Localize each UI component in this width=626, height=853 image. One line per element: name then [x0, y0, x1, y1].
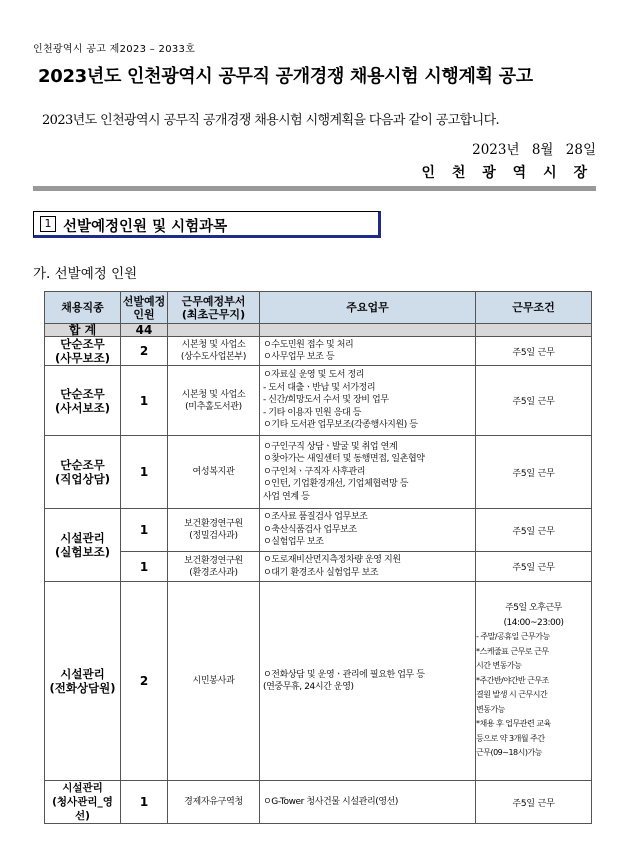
job-type-line1: 단순조무: [60, 337, 105, 351]
job-type: [45, 366, 121, 436]
duty-item: - 기타 이용자 민원 응대 등: [263, 407, 362, 418]
notice-date: [464, 138, 596, 158]
condition-item: - 주말/공휴일 근무가능: [476, 632, 550, 642]
condition-item: 변동가능: [476, 704, 505, 714]
hire-count: 1: [121, 781, 168, 824]
header-dept: [168, 292, 260, 324]
header-condition: 근무조건: [476, 292, 592, 324]
job-type-line2: (실험보조): [55, 545, 110, 559]
date-year: 2023년: [472, 142, 520, 158]
duty-item: ㅇ자료실 운영 및 도서 정리: [263, 370, 365, 381]
duties: [260, 582, 476, 781]
header-count: [121, 292, 168, 324]
duty-item: ㅇ도로재비산먼지측정차량 운영 지원: [263, 555, 401, 565]
duty-item: - 도서 대출ㆍ반납 및 서가정리: [263, 382, 376, 393]
subsection-heading: 가. 선발예정 인원: [33, 266, 138, 282]
recruitment-table: [44, 291, 592, 824]
duty-item: ㅇ구인구직 상담ㆍ발굴 및 취업 연계: [263, 441, 398, 452]
department: 시민봉사과: [168, 582, 260, 781]
duty-item: ㅇ전화상담 및 운영ㆍ관리에 필요한 업무 등: [263, 669, 425, 680]
department: [168, 509, 260, 552]
date-day: 28일: [565, 142, 596, 158]
job-type: [45, 436, 121, 509]
dept-line2: (미추홀도서관): [185, 401, 242, 412]
signer: 인 천 광 역 시 장: [421, 165, 593, 181]
intro-text: 2023년도 인천광역시 공무직 공개경쟁 채용시험 시행계획을 다음과 같이 공고합니다.: [42, 113, 500, 128]
divider: [33, 186, 596, 191]
dept-line1: 보건환경연구원: [184, 555, 243, 566]
duty-item: ㅇ기타 도서관 업무보조(각종행사지원) 등: [263, 420, 418, 431]
duty-item: - 신간/희망도서 수서 및 장비 업무: [263, 395, 389, 406]
section-heading: [33, 211, 381, 238]
table-row: [45, 552, 592, 582]
dept-line1: 시본청 및 사업소: [181, 340, 246, 350]
dept-line1: 시본청 및 사업소: [181, 389, 246, 400]
condition-item: *채용 후 업무관련 교육: [476, 719, 551, 729]
duty-item: 사업 연계 등: [263, 491, 310, 502]
job-type-line2: (사서보조): [55, 400, 110, 415]
department: [168, 552, 260, 582]
duty-item: ㅇ찾아가는 새일센터 및 동행면접, 일촌협약: [263, 454, 425, 465]
page-title: 2023년도 인천광역시 공무직 공개경쟁 채용시험 시행계획 공고: [38, 66, 533, 87]
work-condition: 주5일 근무: [476, 781, 592, 824]
hire-count: 1: [121, 366, 168, 436]
duties: [260, 509, 476, 552]
condition-item: 결원 발생 시 근무시간: [476, 690, 548, 700]
job-type-line2: (청사관리_영선): [52, 796, 113, 822]
table-row: [45, 509, 592, 552]
job-type-line2: (사무보조): [55, 351, 110, 365]
job-type: [45, 781, 121, 824]
job-type-line2: (전화상담원): [49, 681, 116, 695]
table-row: [45, 582, 592, 781]
duties: [260, 366, 476, 436]
duty-item: ㅇ수도민원 접수 및 처리: [263, 339, 354, 350]
condition-item: (14:00~23:00): [503, 617, 564, 628]
condition-item: 주5일 오후근무: [505, 603, 562, 614]
duty-item: ㅇ실험업무 보조: [263, 537, 324, 548]
duty-item: ㅇ조사료 품질검사 업무보조: [263, 512, 368, 523]
header-count-line2: 인원: [133, 307, 155, 321]
job-type: [45, 582, 121, 781]
work-condition: [476, 582, 592, 781]
section-number: 1: [40, 216, 56, 232]
duty-item: ㅇ구인처ㆍ구직자 사후관리: [263, 466, 365, 477]
hire-count: 1: [121, 436, 168, 509]
total-label: 합 계: [45, 324, 121, 337]
header-dept-line1: 근무예정부서: [181, 294, 246, 308]
duty-item: ㅇ사무업무 보조 등: [263, 352, 335, 362]
section-title: 선발예정인원 및 시험과목: [63, 219, 228, 235]
duty-item: ㅇG-Tower 청사건물 시설관리(영선): [263, 796, 399, 807]
duties: [260, 436, 476, 509]
job-type: [45, 337, 121, 366]
condition-item: 근무(09~18시)가능: [476, 748, 542, 758]
dept-line2: (정밀검사과): [189, 531, 238, 541]
total-row: [45, 324, 592, 337]
duties: [260, 552, 476, 582]
duty-item: (연중무휴, 24시간 운영): [263, 682, 354, 692]
dept-line2: (환경조사과): [189, 567, 238, 578]
dept-line1: 보건환경연구원: [184, 519, 243, 529]
condition-item: *주간반/야간반 근무조: [476, 675, 549, 685]
hire-count: 1: [121, 509, 168, 552]
table-header-row: [45, 292, 592, 324]
work-condition: 주5일 근무: [476, 366, 592, 436]
department: 경제자유구역청: [168, 781, 260, 824]
condition-item: 등으로 약 3개월 주간: [476, 733, 545, 743]
hire-count: 1: [121, 552, 168, 582]
job-type-line2: (직업상담): [55, 472, 110, 486]
header-type: 채용직종: [45, 292, 121, 324]
header-dept-line2: (최초근무지): [181, 307, 246, 321]
job-type-line1: 단순조무: [60, 386, 105, 401]
department: [168, 366, 260, 436]
table-row: [45, 436, 592, 509]
department: 여성복지관: [168, 436, 260, 509]
job-type-line1: 시설관리: [60, 667, 105, 681]
header-count-line1: 선발예정: [122, 294, 166, 308]
date-month: 8월: [531, 142, 554, 158]
duties: [260, 781, 476, 824]
header-duty: 주요업무: [260, 292, 476, 324]
table-row: [45, 781, 592, 824]
condition-item: *스케줄표 근무로 근무: [476, 646, 549, 656]
job-type-line1: 시설관리: [62, 782, 103, 794]
work-condition: 주5일 근무: [476, 337, 592, 366]
job-type-line1: 시설관리: [60, 531, 105, 545]
total-value: 44: [121, 324, 168, 337]
hire-count: 2: [121, 582, 168, 781]
department: [168, 337, 260, 366]
duty-item: ㅇ축산식품검사 업무보조: [263, 524, 357, 535]
hire-count: 2: [121, 337, 168, 366]
job-type-line1: 단순조무: [60, 458, 105, 472]
work-condition: 주5일 근무: [476, 509, 592, 552]
job-type: [45, 509, 121, 582]
condition-item: 시간 변동가능: [476, 661, 522, 671]
notice-number: 인천광역시 공고 제2023 – 2033호: [33, 44, 196, 55]
dept-line2: (상수도사업본부): [180, 352, 247, 362]
table-row: [45, 337, 592, 366]
duty-item: ㅇ대기 환경조사 실험업무 보조: [263, 567, 379, 578]
duty-item: ㅇ인턴, 기업환경개선, 기업체협력망 등: [263, 479, 409, 490]
table-row: [45, 366, 592, 436]
work-condition: 주5일 근무: [476, 436, 592, 509]
work-condition: 주5일 근무: [476, 552, 592, 582]
duties: [260, 337, 476, 366]
